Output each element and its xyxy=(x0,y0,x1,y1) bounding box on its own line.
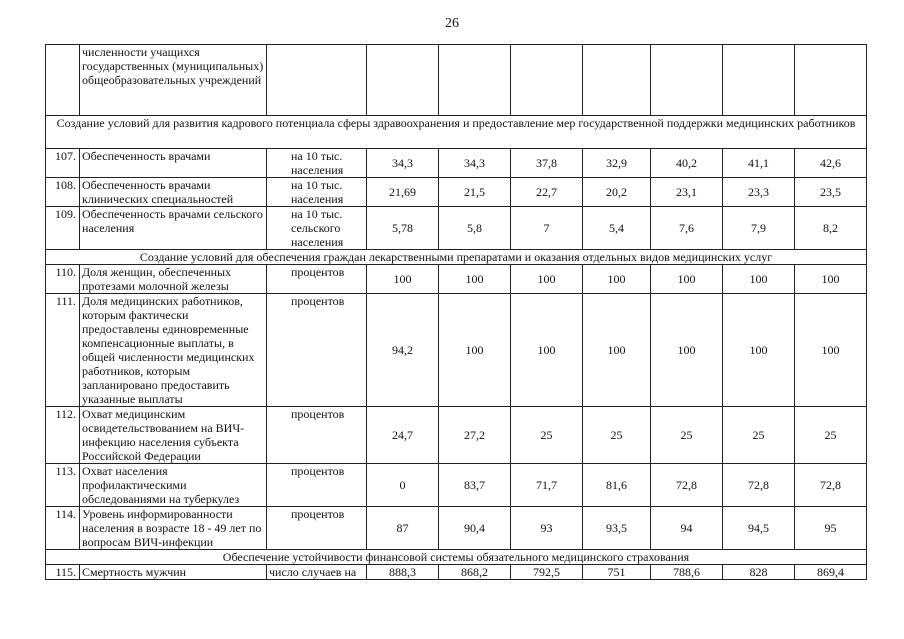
table-row xyxy=(46,407,867,464)
value: 7 xyxy=(511,207,583,250)
table-row xyxy=(46,565,867,580)
value: 34,3 xyxy=(439,149,511,178)
table-row xyxy=(46,507,867,550)
value: 100 xyxy=(795,265,867,294)
section-row xyxy=(46,550,867,565)
unit: процентов xyxy=(267,407,367,464)
value: 7,9 xyxy=(723,207,795,250)
indicator-name: Доля медицинских работников, которым фактически предоставлены единовременные компенсационные выплаты, в общей численности медицинских работников, которым запланировано предоставить указанные выплаты xyxy=(80,294,267,407)
value: 24,7 xyxy=(367,407,439,464)
value: 25 xyxy=(723,407,795,464)
table-row xyxy=(46,178,867,207)
indicator-name: Охват медицинским освидетельствованием на ВИЧ-инфекцию населения субъекта Российской Федерации xyxy=(80,407,267,464)
value: 100 xyxy=(795,294,867,407)
value: 21,5 xyxy=(439,178,511,207)
row-number: 113. xyxy=(46,464,80,507)
value: 23,3 xyxy=(723,178,795,207)
value: 21,69 xyxy=(367,178,439,207)
row-number: 111. xyxy=(46,294,80,407)
value: 95 xyxy=(795,507,867,550)
value: 94,2 xyxy=(367,294,439,407)
table-row xyxy=(46,149,867,178)
indicator-name: Смертность мужчин xyxy=(80,565,267,580)
value: 25 xyxy=(583,407,651,464)
value: 90,4 xyxy=(439,507,511,550)
table-row xyxy=(46,45,867,116)
indicator-name: Доля женщин, обеспеченных протезами молочной железы xyxy=(80,265,267,294)
value: 100 xyxy=(511,294,583,407)
value-cell xyxy=(511,45,583,116)
unit: число случаев на xyxy=(267,565,367,580)
value: 100 xyxy=(723,265,795,294)
value: 71,7 xyxy=(511,464,583,507)
value: 100 xyxy=(651,294,723,407)
value: 792,5 xyxy=(511,565,583,580)
row-number-cell xyxy=(46,45,80,116)
value: 100 xyxy=(439,294,511,407)
value: 34,3 xyxy=(367,149,439,178)
value: 94,5 xyxy=(723,507,795,550)
unit: процентов xyxy=(267,507,367,550)
value: 788,6 xyxy=(651,565,723,580)
value: 22,7 xyxy=(511,178,583,207)
table-row xyxy=(46,265,867,294)
indicators-table xyxy=(45,44,867,580)
value: 5,4 xyxy=(583,207,651,250)
unit: на 10 тыс. населения xyxy=(267,149,367,178)
unit: на 10 тыс. населения xyxy=(267,178,367,207)
indicator-name: Обеспеченность врачами xyxy=(80,149,267,178)
value: 0 xyxy=(367,464,439,507)
table-row xyxy=(46,207,867,250)
value: 100 xyxy=(583,294,651,407)
value: 72,8 xyxy=(795,464,867,507)
unit: процентов xyxy=(267,464,367,507)
value: 72,8 xyxy=(723,464,795,507)
value: 100 xyxy=(439,265,511,294)
indicator-name: Уровень информированности населения в возрасте 18 - 49 лет по вопросам ВИЧ-инфекции xyxy=(80,507,267,550)
value: 87 xyxy=(367,507,439,550)
value: 100 xyxy=(367,265,439,294)
value: 7,6 xyxy=(651,207,723,250)
row-number: 112. xyxy=(46,407,80,464)
value: 100 xyxy=(583,265,651,294)
value: 5,8 xyxy=(439,207,511,250)
row-number: 115. xyxy=(46,565,80,580)
value-cell xyxy=(439,45,511,116)
value: 93 xyxy=(511,507,583,550)
value: 888,3 xyxy=(367,565,439,580)
value-cell xyxy=(723,45,795,116)
value: 20,2 xyxy=(583,178,651,207)
unit-cell xyxy=(267,45,367,116)
value: 8,2 xyxy=(795,207,867,250)
value: 93,5 xyxy=(583,507,651,550)
indicator-name: Охват населения профилактическими обследованиями на туберкулез xyxy=(80,464,267,507)
indicator-cell: численности учащихся государственных (муниципальных) общеобразовательных учреждений xyxy=(80,45,267,116)
value: 751 xyxy=(583,565,651,580)
section-row xyxy=(46,116,867,149)
section-heading: Обеспечение устойчивости финансовой системы обязательного медицинского страхования xyxy=(46,550,867,565)
value: 81,6 xyxy=(583,464,651,507)
value-cell xyxy=(583,45,651,116)
value: 32,9 xyxy=(583,149,651,178)
page-number: 26 xyxy=(445,16,459,31)
value: 72,8 xyxy=(651,464,723,507)
section-heading: Создание условий для обеспечения граждан лекарственными препаратами и оказания отдельных видов медицинских услуг xyxy=(46,250,867,265)
value: 37,8 xyxy=(511,149,583,178)
value: 94 xyxy=(651,507,723,550)
row-number: 108. xyxy=(46,178,80,207)
row-number: 107. xyxy=(46,149,80,178)
value-cell xyxy=(651,45,723,116)
row-number: 109. xyxy=(46,207,80,250)
value: 869,4 xyxy=(795,565,867,580)
section-row xyxy=(46,250,867,265)
unit: на 10 тыс. сельского населения xyxy=(267,207,367,250)
value-cell xyxy=(367,45,439,116)
value: 25 xyxy=(651,407,723,464)
value: 25 xyxy=(511,407,583,464)
value: 868,2 xyxy=(439,565,511,580)
value: 83,7 xyxy=(439,464,511,507)
row-number: 110. xyxy=(46,265,80,294)
value: 100 xyxy=(651,265,723,294)
value: 25 xyxy=(795,407,867,464)
table-row xyxy=(46,294,867,407)
indicator-name: Обеспеченность врачами сельского населения xyxy=(80,207,267,250)
value: 40,2 xyxy=(651,149,723,178)
value: 27,2 xyxy=(439,407,511,464)
value: 41,1 xyxy=(723,149,795,178)
table-row xyxy=(46,464,867,507)
value: 42,6 xyxy=(795,149,867,178)
value: 828 xyxy=(723,565,795,580)
indicator-name: Обеспеченность врачами клинических специальностей xyxy=(80,178,267,207)
value: 23,1 xyxy=(651,178,723,207)
section-heading: Создание условий для развития кадрового потенциала сферы здравоохранения и предоставление мер государственной поддержки медицинских работников xyxy=(46,116,867,149)
row-number: 114. xyxy=(46,507,80,550)
value: 23,5 xyxy=(795,178,867,207)
value: 5,78 xyxy=(367,207,439,250)
value-cell xyxy=(795,45,867,116)
value: 100 xyxy=(511,265,583,294)
unit: процентов xyxy=(267,294,367,407)
unit: процентов xyxy=(267,265,367,294)
value: 100 xyxy=(723,294,795,407)
